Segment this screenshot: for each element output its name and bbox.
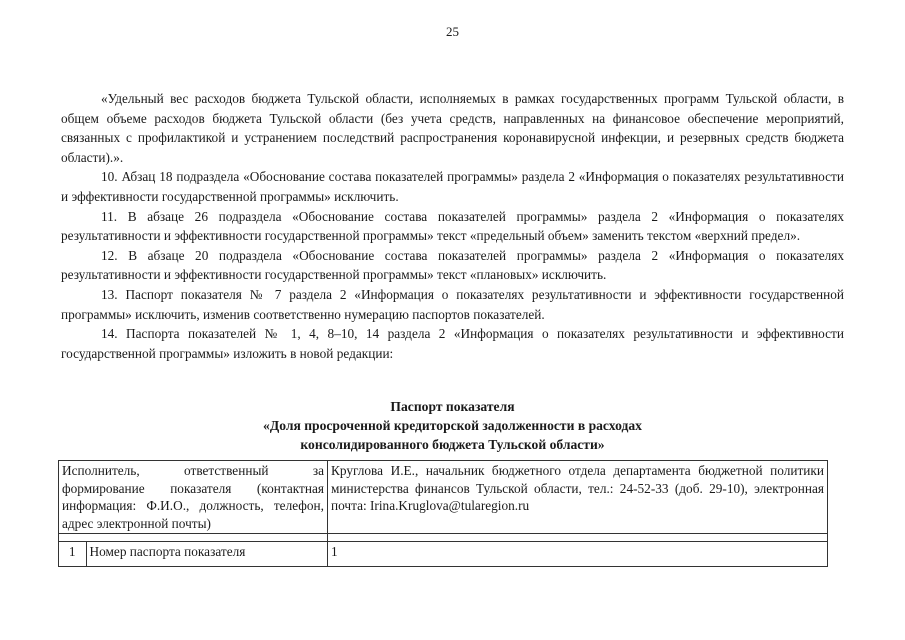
passport-title [61, 397, 844, 454]
executor-value-cell: Круглова И.Е., начальник бюджетного отдела департамента бюджетной политики министерства финансов Тульской области, тел.: 24-52-33 (доб. 29-10), электронная почта: Irina.Kruglova@tularegion.ru [328, 461, 828, 534]
paragraph-item-14: 14. Паспорта показателей № 1, 4, 8–10, 14 раздела 2 «Информация о показателях результативности и эффективности государственной программы» изложить в новой редакции: [61, 326, 844, 361]
row-label-cell: Номер паспорта показателя [86, 542, 328, 567]
spacer-cell [59, 534, 328, 542]
passport-title-line: Паспорт показателя [390, 399, 515, 414]
paragraph-quote: «Удельный вес расходов бюджета Тульской области, исполняемых в рамках государственных программ Тульской области, в общем объеме расходов бюджета Тульской области (без учета средств, направленных на финансовое обеспечение мероприятий, связанных с профилактикой и устранением последствий распространения коронавирусной инфекции, и резервных средств бюджета области).». [61, 91, 844, 165]
document-body [61, 89, 844, 363]
paragraph-item-10: 10. Абзац 18 подраздела «Обоснование состава показателей программы» раздела 2 «Информация о показателях результативности и эффективности государственной программы» исключить. [61, 169, 844, 204]
passport-table [58, 460, 828, 567]
row-value-cell: 1 [328, 542, 828, 567]
row-number-cell: 1 [59, 542, 87, 567]
executor-label-cell: Исполнитель, ответственный за формирование показателя (контактная информация: Ф.И.О., должность, телефон, адрес электронной почты) [59, 461, 328, 534]
spacer-cell [328, 534, 828, 542]
paragraph-item-12: 12. В абзаце 20 подраздела «Обоснование состава показателей программы» раздела 2 «Информация о показателях результативности и эффективности государственной программы» текст «плановых» исключить. [61, 247, 844, 283]
paragraph-item-13: 13. Паспорт показателя № 7 раздела 2 «Информация о показателях результативности и эффективности государственной программы» исключить, изменив соответственно нумерацию паспортов показателей. [61, 286, 844, 322]
passport-title-line: консолидированного бюджета Тульской области» [300, 437, 605, 452]
executor-row [59, 461, 828, 534]
passport-title-line: «Доля просроченной кредиторской задолженности в расходах [263, 418, 642, 433]
table-row [59, 542, 828, 567]
spacer-row [59, 534, 828, 542]
paragraph-item-11: 11. В абзаце 26 подраздела «Обоснование состава показателей программы» раздела 2 «Информация о показателях результативности и эффективности государственной программы» текст «предельный объем» заменить текстом «верхний предел». [61, 208, 844, 244]
page-number: 25 [446, 24, 459, 39]
